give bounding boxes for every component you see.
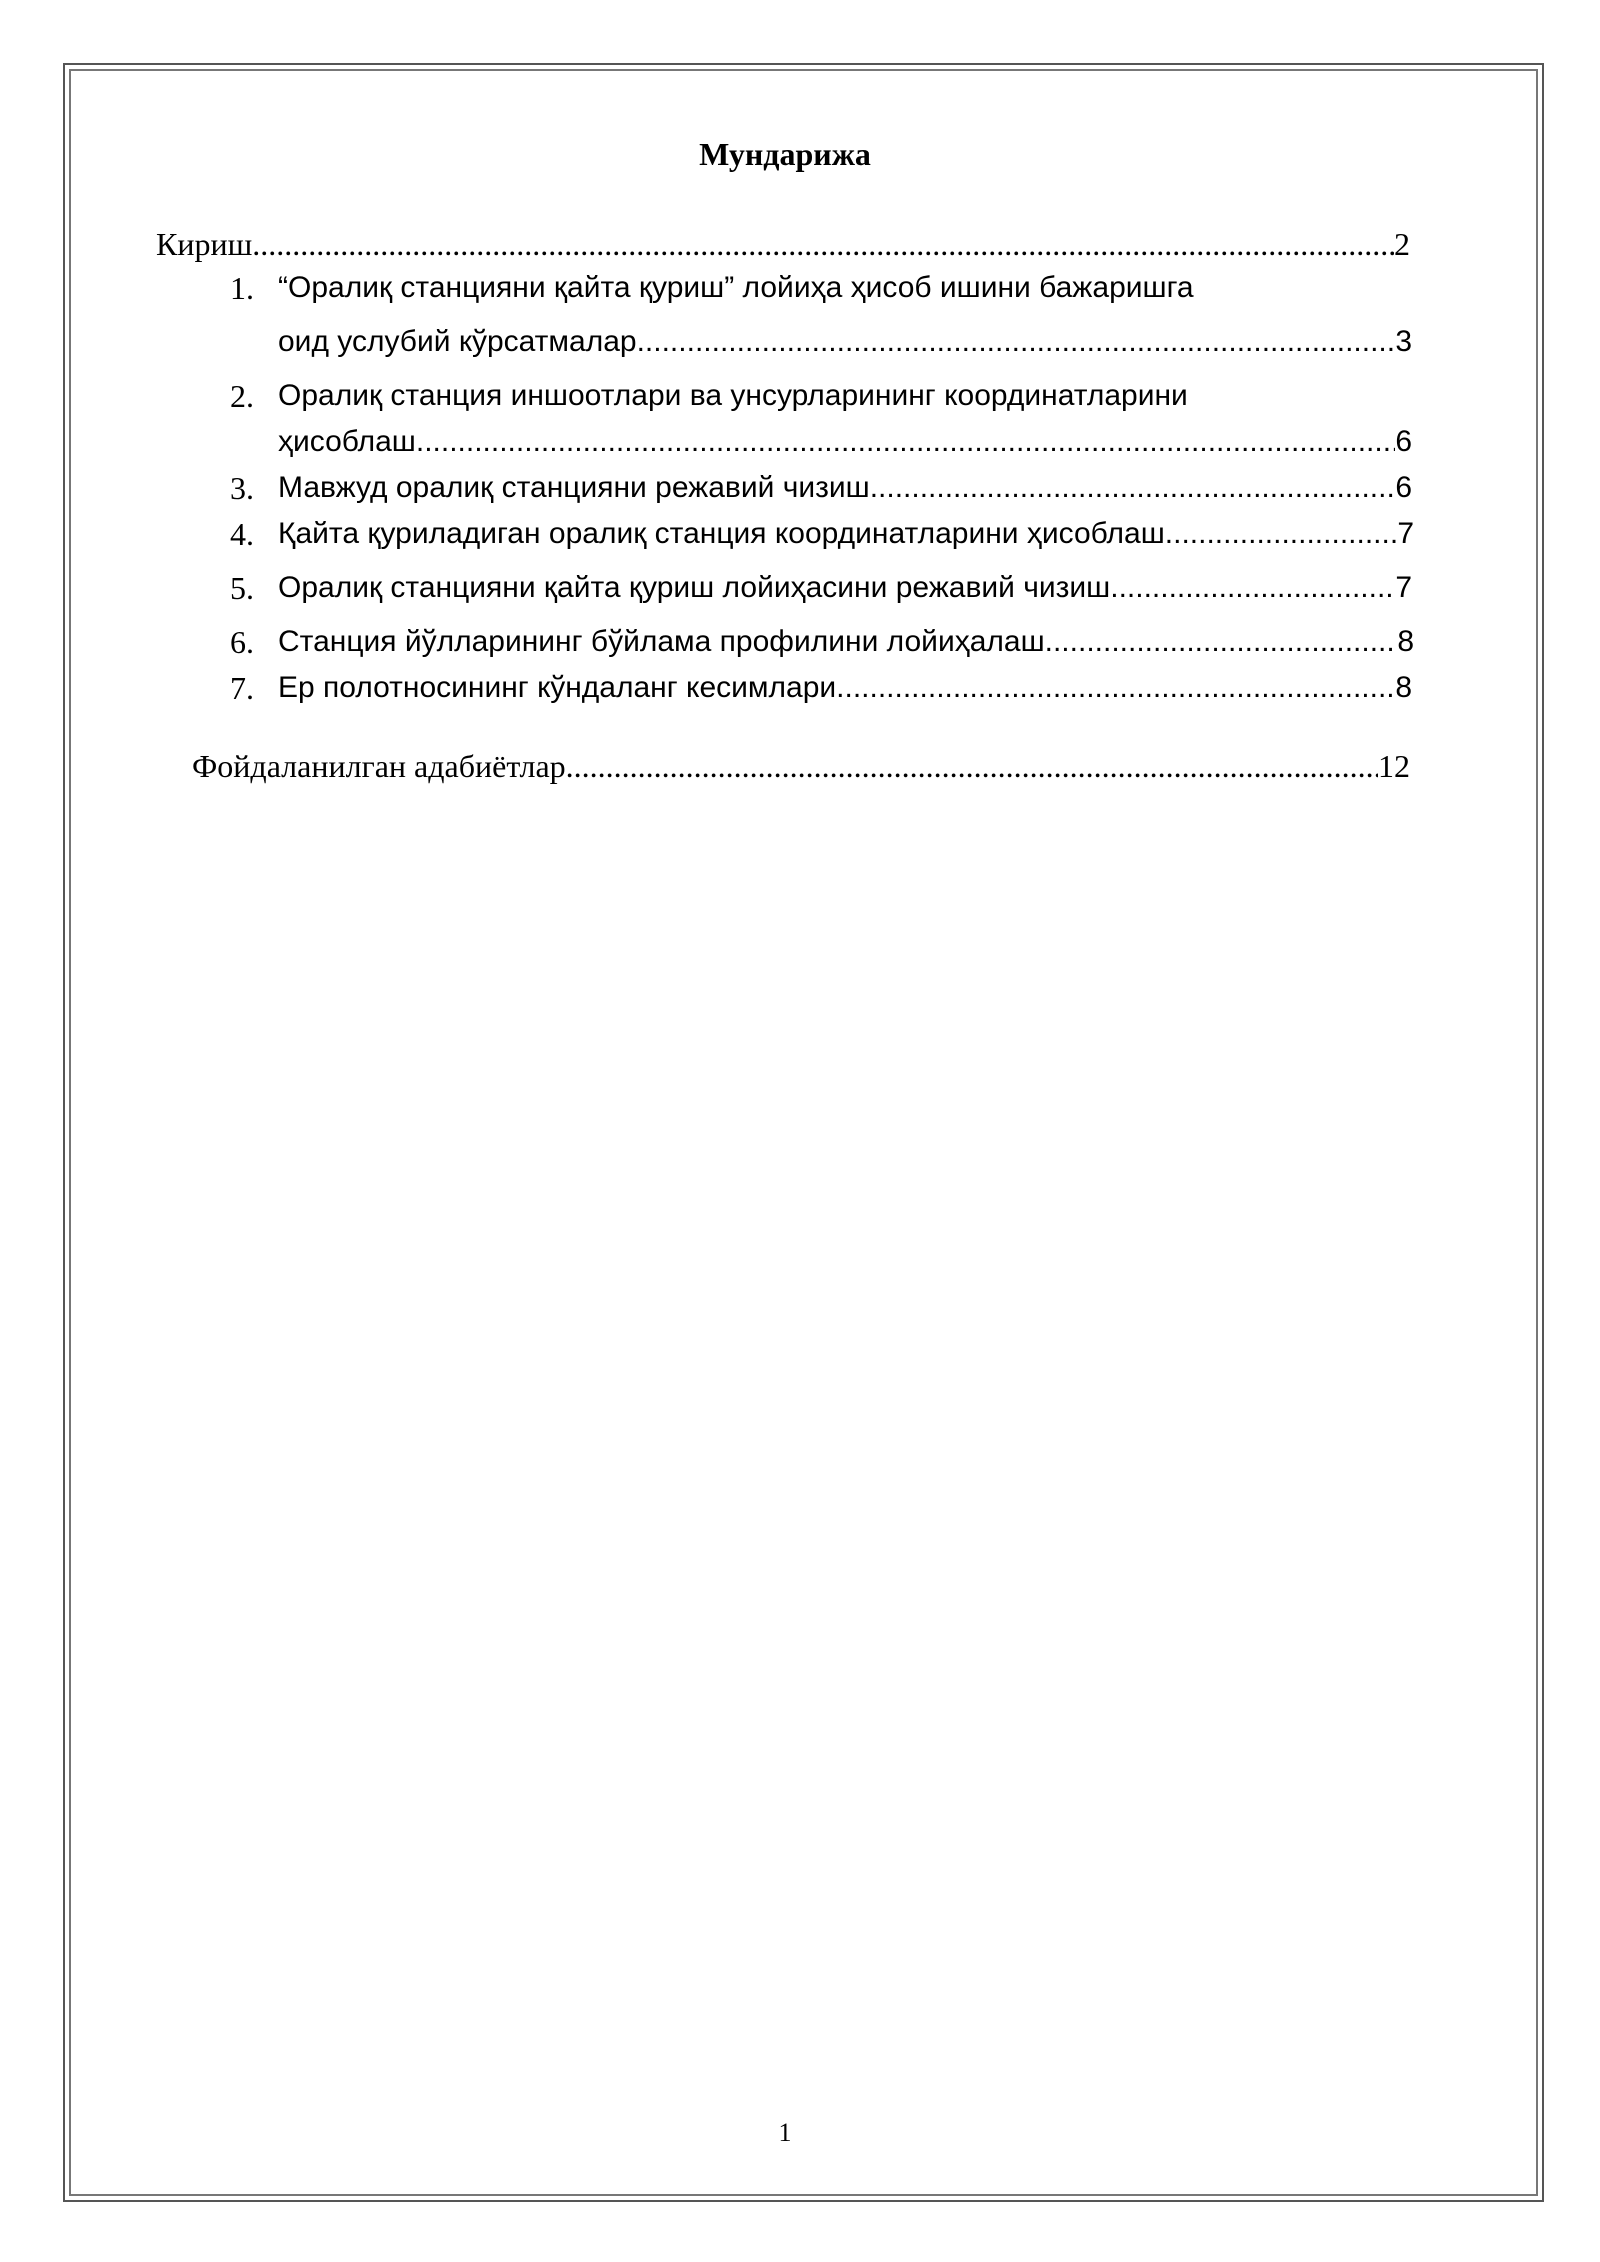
toc-entry-2[interactable] [278,420,1412,464]
toc-entry-label: ҳисоблаш [278,425,416,458]
toc-item-number: 2. [230,378,254,414]
toc-entry-page: 6 [1395,425,1412,458]
toc-leader-dots [836,666,1395,710]
toc-entry-intro[interactable] [156,222,1410,266]
toc-entry-page: 2 [1394,226,1410,262]
toc-leader-dots [416,420,1395,464]
toc-leader-dots [1165,512,1398,556]
toc-entry-5[interactable] [278,566,1412,610]
toc-leader-dots [1045,620,1398,664]
toc-entry-page: 3 [1395,325,1412,358]
toc-item-line[interactable]: “Оралиқ станцияни қайта қуриш” лойиҳа ҳисоб ишини бажаришга [278,271,1194,304]
toc-entry-label: оид услубий кўрсатмалар [278,325,637,358]
toc-item-line[interactable]: Оралиқ станция иншоотлари ва унсурларининг координатларини [278,379,1188,412]
page-title: Мундарижа [699,136,871,172]
toc-entry-page: 12 [1378,748,1410,784]
toc-entry-3[interactable] [278,466,1412,510]
toc-item-number: 4. [230,516,254,552]
toc-entry-page: 7 [1397,517,1414,550]
toc-entry-label: Станция йўлларининг бўйлама профилини лойиҳалаш [278,625,1045,658]
toc-leader-dots [252,222,1394,266]
toc-entry-page: 8 [1397,625,1414,658]
toc-leader-dots [637,320,1396,364]
toc-entry-page: 7 [1395,571,1412,604]
toc-entry-label: Кириш [156,226,253,262]
toc-item-number: 7. [230,670,254,706]
toc-entry-label: Ер полотносининг кўндаланг кесимлари [278,671,837,704]
toc-entry-6[interactable] [278,620,1414,664]
toc-entry-label: Қайта қуриладиган оралиқ станция координатларини ҳисоблаш [278,517,1165,550]
toc-item-number: 3. [230,470,254,506]
toc-entry-7[interactable] [278,666,1412,710]
toc-leader-dots [1110,566,1395,610]
toc-entry-label: Фойдаланилган адабиётлар [192,748,566,784]
toc-item-number: 5. [230,570,254,606]
toc-entry-label: Мавжуд оралиқ станцияни режавий чизиш [278,471,870,504]
toc-entry-label: Оралиқ станцияни қайта қуриш лойиҳасини режавий чизиш [278,571,1111,604]
toc-leader-dots [870,466,1396,510]
toc-item-number: 6. [230,624,254,660]
toc-entry-references[interactable] [192,744,1410,788]
toc-entry-page: 8 [1395,671,1412,704]
toc-entry-1[interactable] [278,320,1412,364]
page-number: 1 [778,2118,792,2147]
toc-entry-page: 6 [1395,471,1412,504]
toc-entry-4[interactable] [278,512,1414,556]
toc-leader-dots [566,744,1378,788]
toc-item-number: 1. [230,270,254,306]
